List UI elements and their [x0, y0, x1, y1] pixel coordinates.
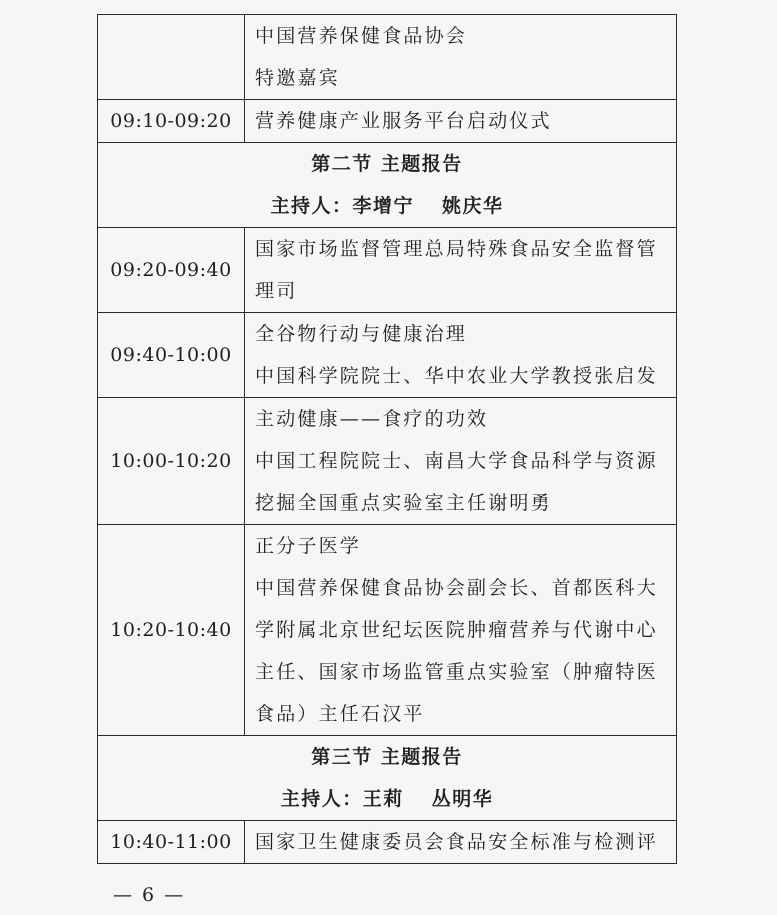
content-cell [245, 821, 677, 864]
section-host [98, 185, 676, 227]
agenda-row [98, 525, 677, 736]
section-host [98, 778, 676, 820]
content-cell [245, 313, 677, 398]
content-line: 正分子医学 [255, 535, 362, 557]
agenda-row [98, 821, 677, 864]
time-cell: 09:10-09:20 [98, 100, 245, 143]
content-line: 学附属北京世纪坛医院肿瘤营养与代谢中心 [255, 619, 658, 641]
section-title: 第三节 主题报告 [311, 746, 463, 768]
content-cell [245, 525, 677, 736]
content-line: 营养健康产业服务平台启动仪式 [255, 110, 552, 132]
content-line: 主动健康——食疗的功效 [255, 408, 489, 430]
section-cell [98, 736, 677, 821]
time-cell: 10:00-10:20 [98, 398, 245, 525]
time-cell: 09:20-09:40 [98, 228, 245, 313]
time-cell: 10:40-11:00 [98, 821, 245, 864]
host-name: 姚庆华 [442, 195, 504, 217]
content-line: 主任、国家市场监管重点实验室（肿瘤特医 [255, 661, 658, 683]
content-line: 中国科学院院士、华中农业大学教授张启发 [255, 365, 658, 387]
agenda-row [98, 15, 677, 100]
agenda-table [97, 14, 677, 864]
section-cell [98, 143, 677, 228]
content-cell [245, 15, 677, 100]
agenda-row [98, 313, 677, 398]
agenda-row [98, 228, 677, 313]
content-line: 特邀嘉宾 [255, 67, 340, 89]
time-cell [98, 15, 245, 100]
section-header [98, 143, 677, 228]
time-cell: 10:20-10:40 [98, 525, 245, 736]
section-title: 第二节 主题报告 [311, 153, 463, 175]
page-number: — 6 — [113, 884, 186, 906]
content-line: 国家卫生健康委员会食品安全标准与检测评 [255, 831, 658, 853]
content-line: 全谷物行动与健康治理 [255, 323, 468, 345]
content-line: 国家市场监督管理总局特殊食品安全监督管 [255, 238, 658, 260]
host-name: 李增宁 [352, 195, 414, 217]
host-name: 王莉 [362, 788, 404, 810]
content-cell [245, 100, 677, 143]
host-label: 主持人： [280, 788, 363, 810]
content-line: 中国营养保健食品协会副会长、首都医科大 [255, 577, 658, 599]
content-cell [245, 398, 677, 525]
content-line: 中国工程院院士、南昌大学食品科学与资源 [255, 450, 658, 472]
agenda-row [98, 100, 677, 143]
host-label: 主持人： [270, 195, 353, 217]
content-cell [245, 228, 677, 313]
content-line: 理司 [255, 280, 298, 302]
content-line: 挖掘全国重点实验室主任谢明勇 [255, 492, 552, 514]
time-cell: 09:40-10:00 [98, 313, 245, 398]
host-name: 丛明华 [431, 788, 494, 810]
content-line: 食品）主任石汉平 [255, 703, 425, 725]
content-line: 中国营养保健食品协会 [255, 25, 468, 47]
section-header [98, 736, 677, 821]
agenda-row [98, 398, 677, 525]
